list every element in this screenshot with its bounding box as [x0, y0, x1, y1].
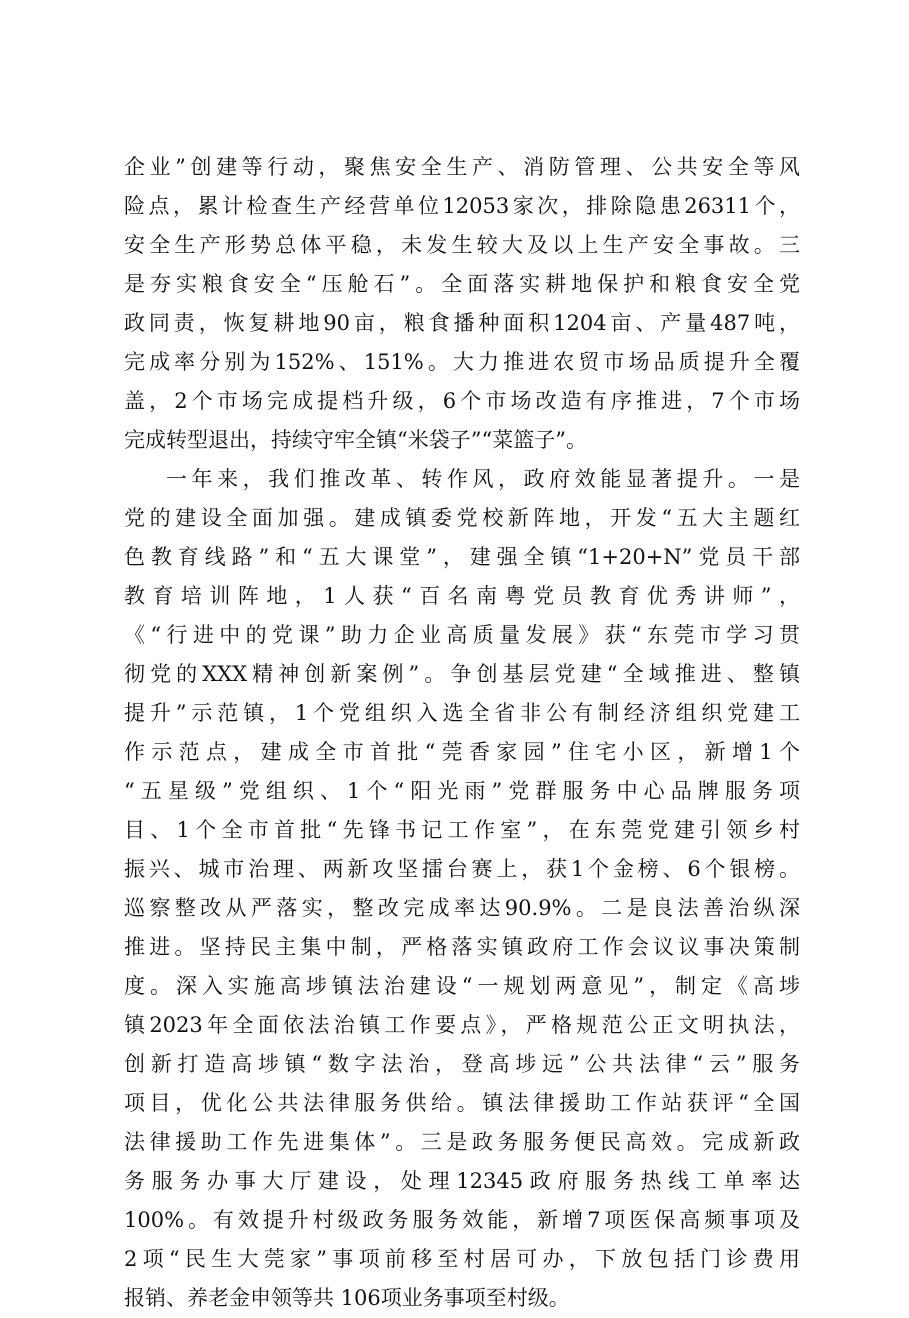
- text-line: 企业”创建等行动，聚焦安全生产、消防管理、公共安全等风: [124, 155, 800, 179]
- text-line: 完成率分别为152%、151%。大力推进农贸市场品质提升全覆: [124, 350, 800, 374]
- text-line: 险点，累计检查生产经营单位12053家次，排除隐患26311个，: [124, 194, 800, 218]
- text-line: 《“行进中的党课”助力企业高质量发展》获“东莞市学习贯: [124, 623, 800, 647]
- text-line: 目、1个全市首批“先锋书记工作室”，在东莞党建引领乡村: [124, 818, 800, 842]
- text-line: 盖，2个市场完成提档升级，6个市场改造有序推进，7个市场: [124, 389, 800, 413]
- text-line: 巡察整改从严落实，整改完成率达90.9%。二是良法善治纵深: [124, 896, 800, 920]
- body-text: [124, 148, 800, 1318]
- text-line: “五星级”党组织、1个“阳光雨”党群服务中心品牌服务项: [124, 779, 800, 803]
- text-line: 教育培训阵地，1人获“百名南粤党员教育优秀讲师”，: [124, 584, 800, 608]
- text-line: 一年来，我们推改革、转作风，政府效能显著提升。一是: [166, 467, 800, 491]
- text-line: 度。深入实施高埗镇法治建设“一规划两意见”，制定《高埗: [124, 974, 800, 998]
- text-line: 安全生产形势总体平稳，未发生较大及以上生产安全事故。三: [124, 233, 800, 257]
- text-line: 党的建设全面加强。建成镇委党校新阵地，开发“五大主题红: [124, 506, 800, 530]
- text-line: 完成转型退出，持续守牢全镇“米袋子”“菜篮子”。: [124, 428, 587, 452]
- text-line: 务服务办事大厅建设，处理12345政府服务热线工单率达: [124, 1169, 800, 1193]
- text-line: 创新打造高埗镇“数字法治，登高埗远”公共法律“云”服务: [124, 1052, 800, 1076]
- text-line: 项目，优化公共法律服务供给。镇法律援助工作站获评“全国: [124, 1091, 800, 1115]
- text-line: 2项“民生大莞家”事项前移至村居可办，下放包括门诊费用: [124, 1247, 800, 1271]
- text-line: 推进。坚持民主集中制，严格落实镇政府工作会议议事决策制: [124, 935, 800, 959]
- text-line: 色教育线路”和“五大课堂”，建强全镇“1+20+N”党员干部: [124, 545, 800, 569]
- text-line: 镇2023年全面依法治镇工作要点》，严格规范公正文明执法，: [124, 1013, 800, 1037]
- text-line: 法律援助工作先进集体”。三是政务服务便民高效。完成新政: [124, 1130, 800, 1154]
- text-line: 彻党的XXX精神创新案例”。争创基层党建“全域推进、整镇: [124, 662, 800, 686]
- text-line: 提升”示范镇，1个党组织入选全省非公有制经济组织党建工: [124, 701, 800, 725]
- text-line: 100%。有效提升村级政务服务效能，新增7项医保高频事项及: [124, 1208, 800, 1232]
- text-line: 报销、养老金申领等共 106项业务事项至村级。: [124, 1286, 570, 1310]
- text-line: 政同责，恢复耕地90亩，粮食播种面积1204亩、产量487吨，: [124, 311, 800, 335]
- text-line: 振兴、城市治理、两新攻坚擂台赛上，获1个金榜、6个银榜。: [124, 857, 800, 881]
- text-line: 作示范点，建成全市首批“莞香家园”住宅小区，新增1个: [124, 740, 800, 764]
- text-line: 是夯实粮食安全“压舱石”。全面落实耕地保护和粮食安全党: [124, 272, 800, 296]
